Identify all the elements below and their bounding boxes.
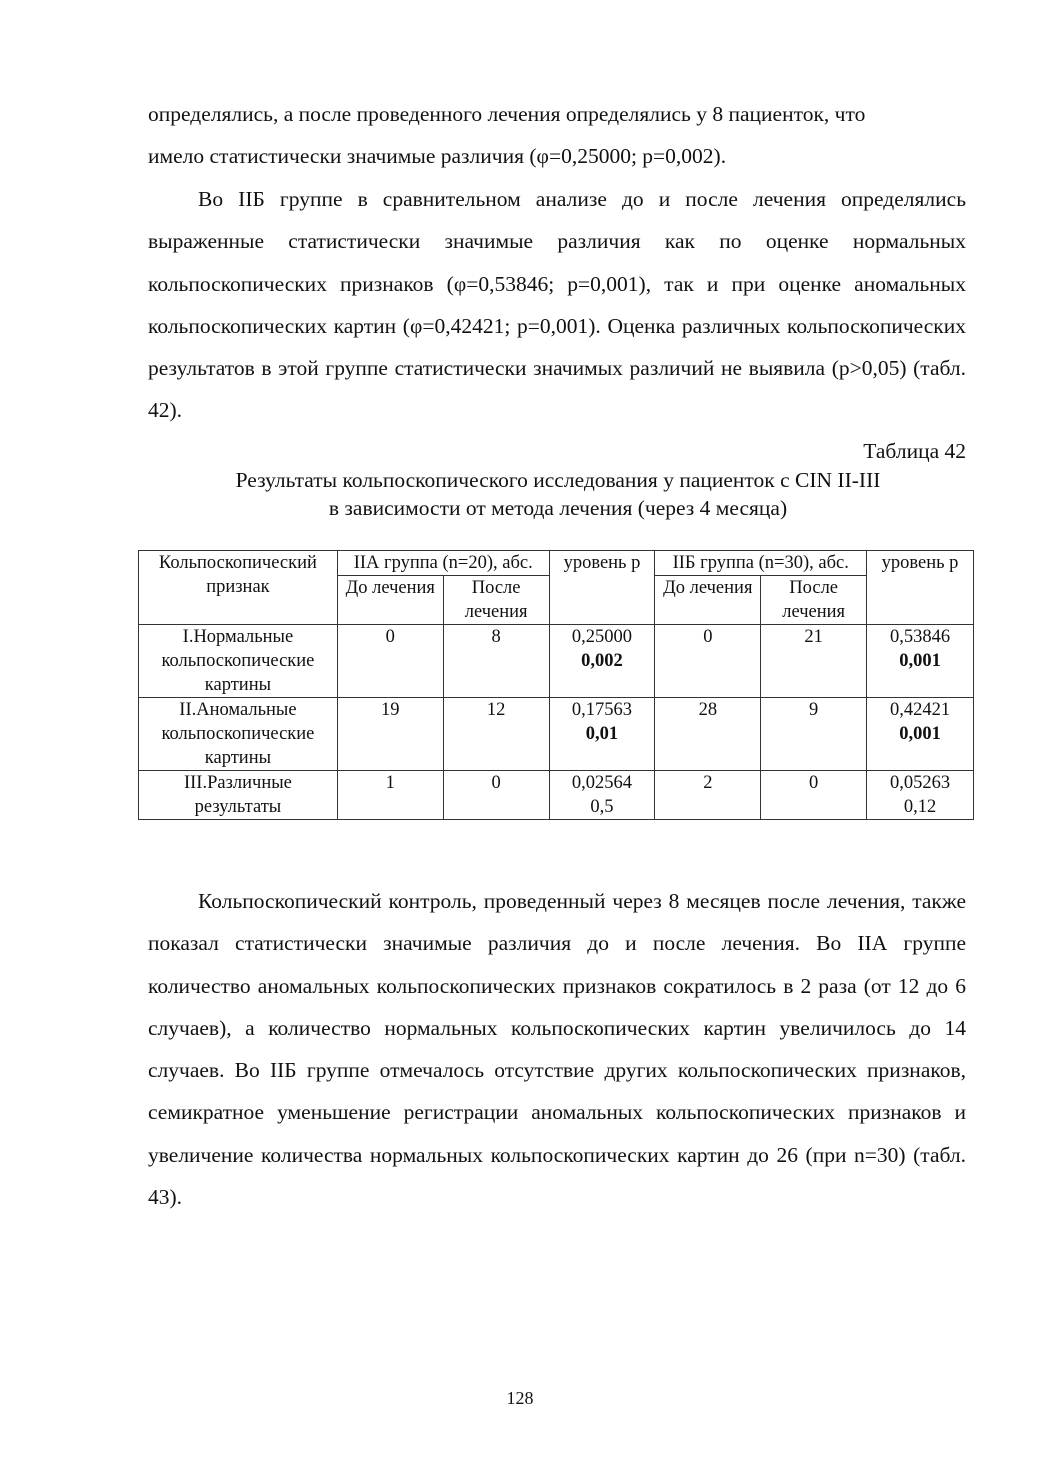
table-title <box>140 466 976 522</box>
phi-value: 0,53846 <box>889 627 951 647</box>
cell-b-before: 2 <box>655 771 761 820</box>
cell-level-a <box>549 625 655 698</box>
table-row <box>139 698 974 771</box>
p-value: 0,001 <box>899 724 941 744</box>
table-label: Таблица 42 <box>863 439 966 463</box>
cell-b-before: 28 <box>655 698 761 771</box>
p-value: 0,002 <box>581 651 623 671</box>
table-title-line: Результаты кольпоскопического исследования у пациенток с CIN II-III <box>235 468 881 492</box>
row-sign: III.Различные результаты <box>139 771 338 820</box>
phi-value: 0,42421 <box>889 700 951 720</box>
cell-a-after: 0 <box>443 771 549 820</box>
cell-a-before: 0 <box>337 625 443 698</box>
header-level-a: уровень p <box>549 551 655 625</box>
phi-value: 0,05263 <box>889 773 951 793</box>
paragraph-text: Во IIБ группе в сравнительном анализе до и после лечения определялись выраженные статистически значимые различия как по оценке нормальных кольпоскопических признаков (φ=0,53846; p=0,001), так и при оценке аномальных кольпоскопических картин (φ=0,42421; p=0,001). Оценка различных кольпоскопических результатов в этой группе статистически значимых различий не выявила (p>0,05) (табл. 42). <box>148 187 966 423</box>
cell-level-a <box>549 771 655 820</box>
table-title-line: в зависимости от метода лечения (через 4 месяца) <box>328 496 788 520</box>
p-value: 0,01 <box>585 724 619 744</box>
header-b-after: После лечения <box>761 576 867 625</box>
p-value: 0,001 <box>899 651 941 671</box>
paragraph-line: имело статистически значимые различия (φ=0,25000; p=0,002). <box>148 144 727 169</box>
cell-level-a <box>549 698 655 771</box>
table-header-row <box>139 551 974 576</box>
table-row <box>139 625 974 698</box>
header-level-b: уровень p <box>867 551 974 625</box>
page-number: 128 <box>506 1388 534 1408</box>
cell-a-after: 8 <box>443 625 549 698</box>
row-sign: II.Аномальные кольпоскопические картины <box>139 698 338 771</box>
header-a-after: После лечения <box>443 576 549 625</box>
paragraph-continuation <box>148 93 966 178</box>
phi-value: 0,17563 <box>571 700 633 720</box>
cell-b-after: 9 <box>761 698 867 771</box>
cell-level-b <box>867 625 974 698</box>
cell-level-b <box>867 771 974 820</box>
header-b-before: До лечения <box>655 576 761 625</box>
cell-b-after: 0 <box>761 771 867 820</box>
phi-value: 0,02564 <box>571 773 633 793</box>
paragraph-iib-analysis <box>148 178 966 432</box>
paragraph-text: Кольпоскопический контроль, проведенный через 8 месяцев после лечения, также показал статистически значимые различия до и после лечения. Во IIА группе количество аномальных кольпоскопических признаков сократилось в 2 раза (от 12 до 6 случаев), а количество нормальных кольпоскопических картин увеличилось до 14 случаев. Во IIБ группе отмечалось отсутствие других кольпоскопических признаков, семикратное уменьшение регистрации аномальных кольпоскопических признаков и увеличение количества нормальных кольпоскопических картин до 26 (при n=30) (табл. 43). <box>148 889 966 1210</box>
paragraph-line: определялись, а после проведенного лечения определялись у 8 пациенток, что <box>148 102 866 126</box>
cell-a-after: 12 <box>443 698 549 771</box>
cell-b-before: 0 <box>655 625 761 698</box>
paragraph-8-month-control <box>148 880 966 1218</box>
phi-value: 0,25000 <box>571 627 633 647</box>
row-sign: I.Нормальные кольпоскопические картины <box>139 625 338 698</box>
cell-a-before: 1 <box>337 771 443 820</box>
results-table <box>138 550 974 820</box>
table-row <box>139 771 974 820</box>
cell-a-before: 19 <box>337 698 443 771</box>
header-sign: Кольпоскопический признак <box>139 551 338 625</box>
cell-level-b <box>867 698 974 771</box>
p-value: 0,5 <box>590 797 614 817</box>
header-a-before: До лечения <box>337 576 443 625</box>
p-value: 0,12 <box>903 797 937 817</box>
cell-b-after: 21 <box>761 625 867 698</box>
header-group-a: IIА группа (n=20), абс. <box>337 551 549 576</box>
header-group-b: IIБ группа (n=30), абс. <box>655 551 867 576</box>
